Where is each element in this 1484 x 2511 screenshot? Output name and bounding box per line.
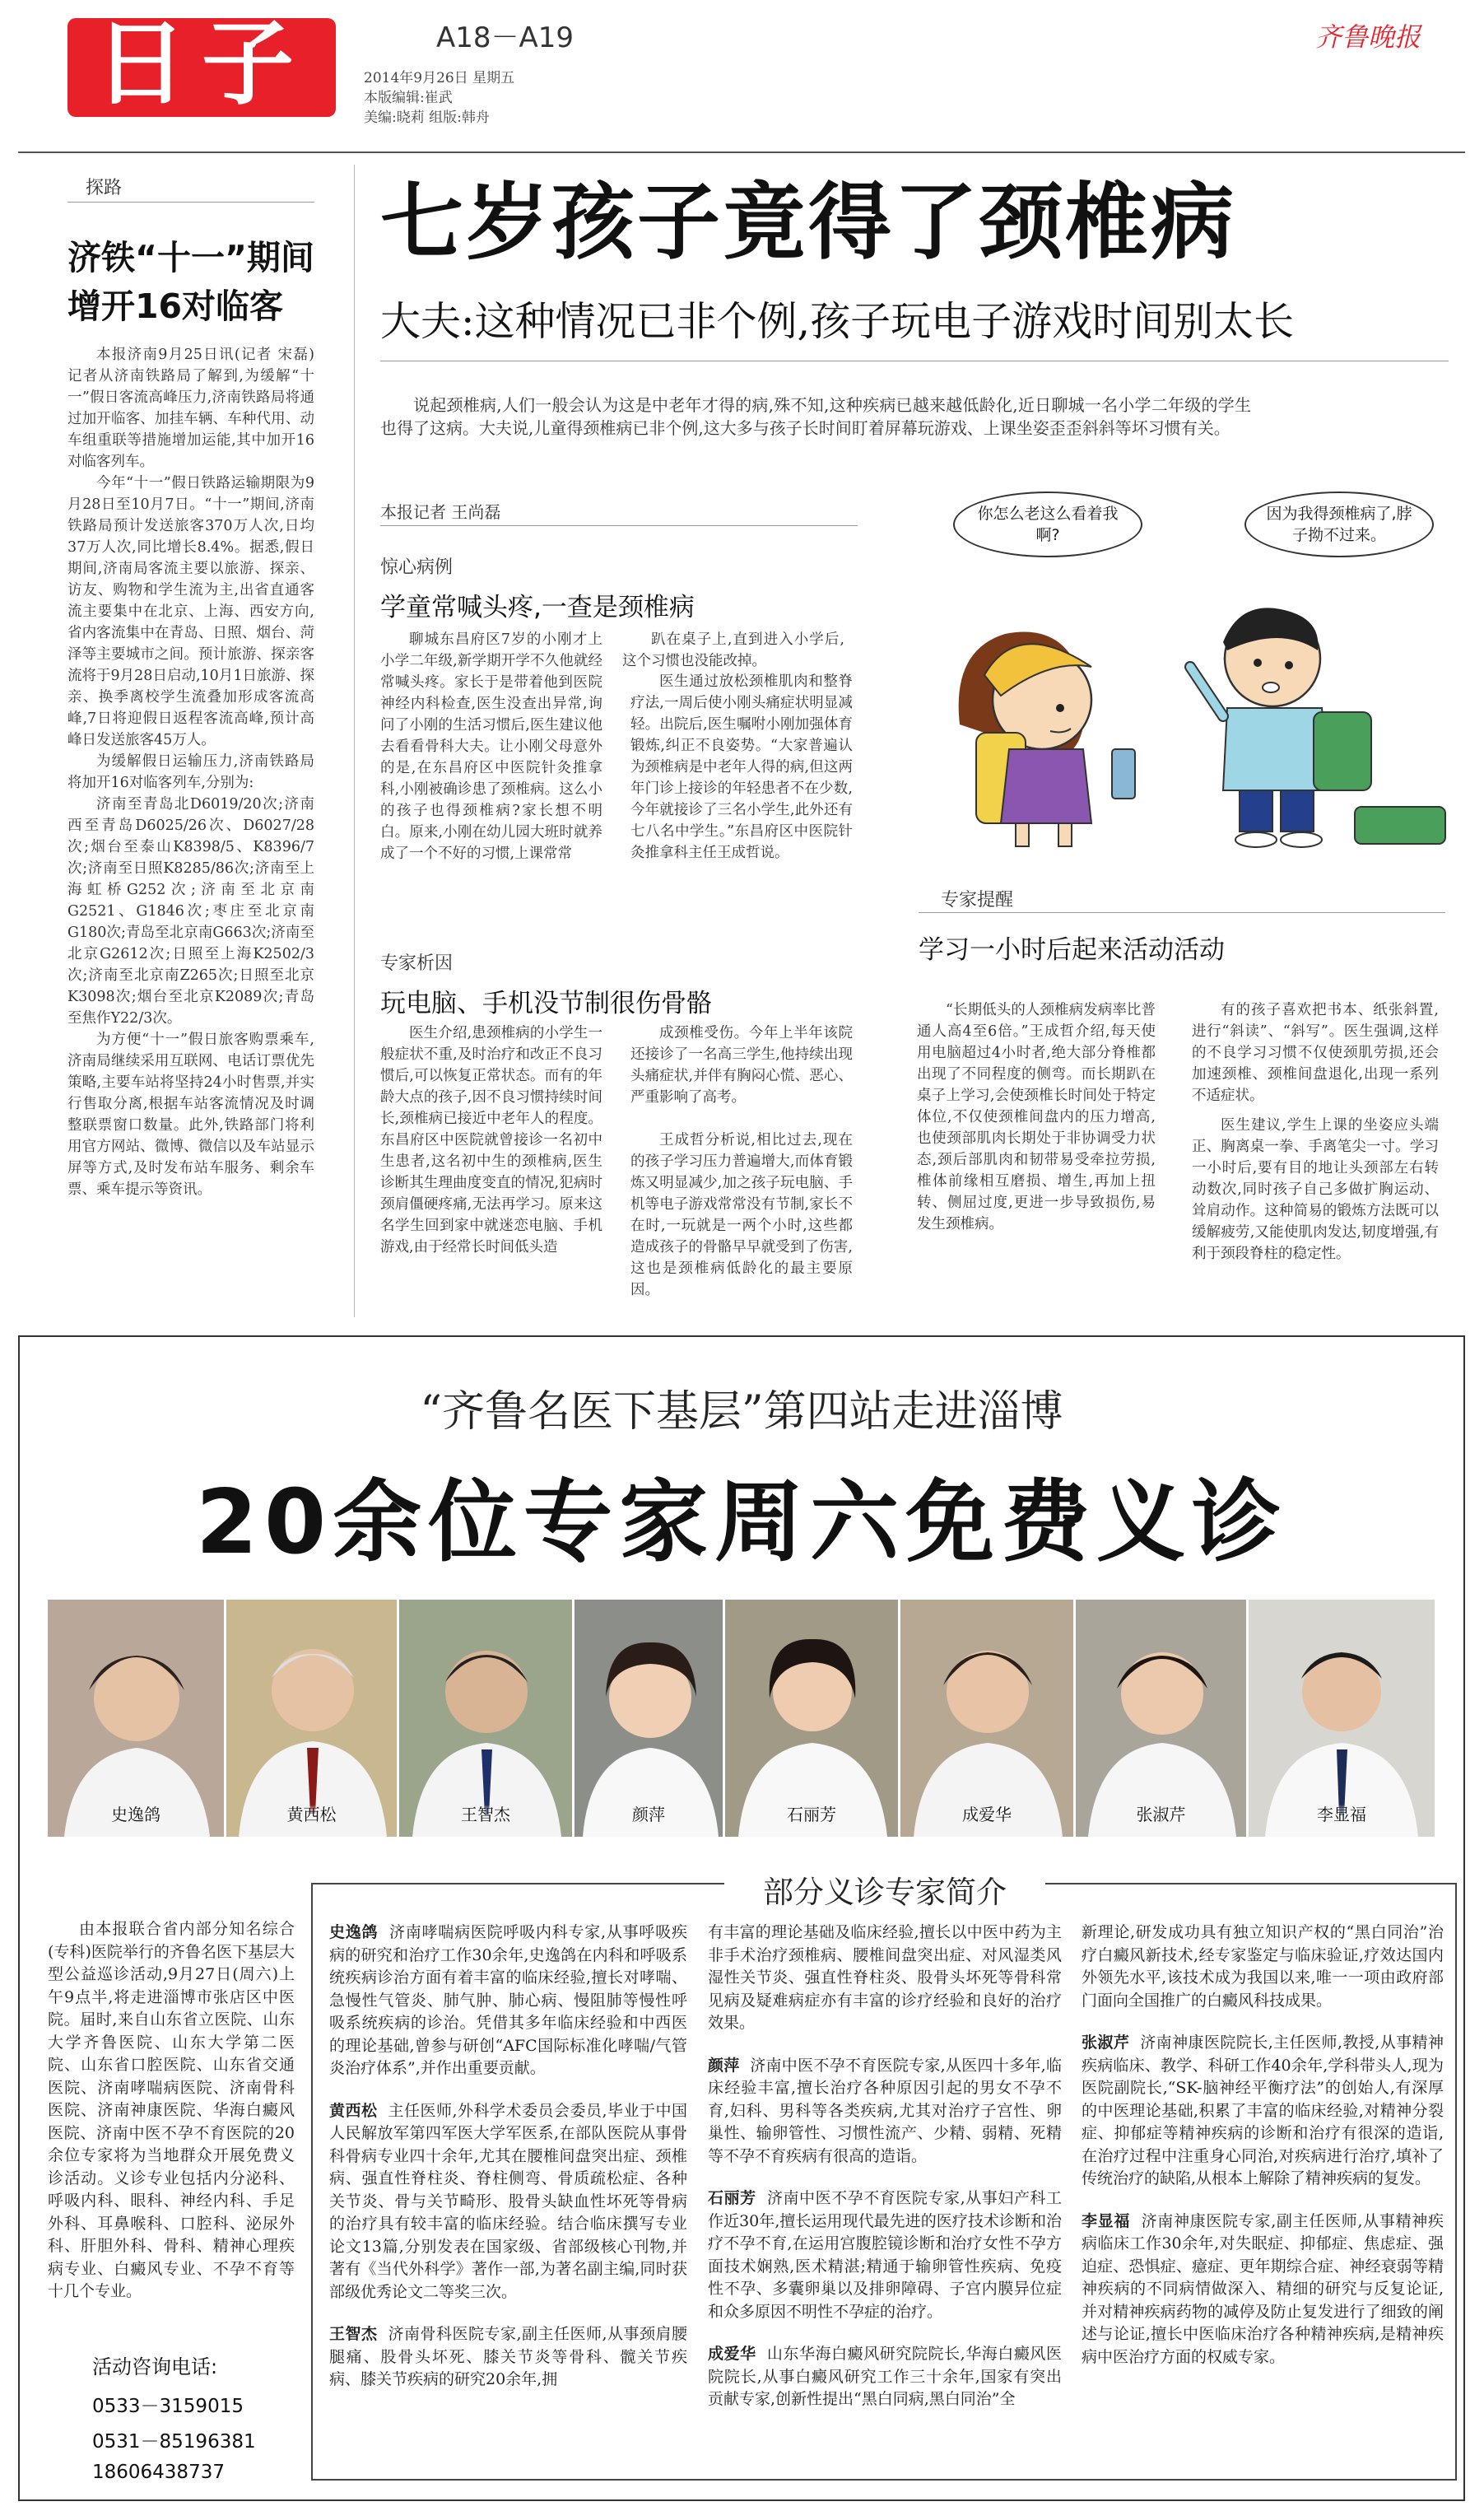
left-para-4: 济南至青岛北D6019/20次;济南西至青岛D6025/26次、D6027/28次;烟台至泰山K8398/5、K8396/7次;济南至日照K8285/86次;济南至上海虹桥G252次;济南至北京南G2521、G1846次;枣庄至北京南G180次;青岛至北京南G663次;济南至北京G2612次;日照至上海K2502/3次;济南至北京南Z265次;日照至北京K3098次;烟台至北京K2089次;青岛至焦作Y22/3次。 <box>67 796 314 1027</box>
speech-bubble-boy: 因为我得颈椎病了,脖子拗不过来。 <box>1244 491 1434 557</box>
s1-kicker: 惊心病例 <box>380 557 454 578</box>
profile-yan <box>708 2055 1062 2169</box>
event-intro: 由本报联合省内部分知名综合(专科)医院举行的齐鲁名医下基层大型公益巡诊活动,9月27日(周六)上午9点半,将走进淄博市张店区中医院。届时,来自山东省立医院、山东大学齐鲁医院、山东大学第二医院、山东省口腔医院、山东省交通医院、济南哮喘病医院、济南骨科医院、济南神康医院、华海白癜风医院、济南中医不孕不育医院的20余位专家将为当地群众开展免费义诊活动。义诊专业包括内分泌科、呼吸内科、眼科、神经内科、手足外科、耳鼻喉科、口腔科、泌尿外科、肝胆外科、骨科、精神心理疾病专业、白癜风专业、不孕不育等十几个专业。 <box>48 1920 295 2300</box>
editor-credit: 本版编辑:崔武 <box>364 90 453 106</box>
byline: 本报记者 王尚磊 <box>380 502 501 522</box>
paper-name: 齐鲁晚报 <box>1315 21 1421 53</box>
profiles-col-3 <box>1082 1922 1444 2473</box>
s3-col-3: 医生建议,学生上课的坐姿应头端正、胸离桌一拳、手离笔尖一寸。学习一小时后,要有目的地让头颈部左右转动数次,同时孩子自己多做扩胸运动、耸肩动作。这种简易的锻炼方法既可以缓解疲劳,又能使肌肉发达,韧度增强,有利于颈段脊柱的稳定性。 <box>1192 1117 1439 1262</box>
phone-3: 18606438737 <box>92 2462 225 2483</box>
contact-label: 活动咨询电话: <box>92 2355 218 2378</box>
doctor-photo-1 <box>48 1600 226 1837</box>
left-para-5: 为方便“十一”假日旅客购票乘车,济南局继续采用互联网、电话订票优先策略,主要车站将坚持24小时售票,并实行售取分离,根据车站客流情况及时调整联票窗口数量。此外,铁路部门将利用官方网站、微博、微信以及车站显示屏等方式,及时发布站车服务、剩余车票、乘车提示等资讯。 <box>67 1032 314 1198</box>
main-deck: 大夫:这种情况已非个例,孩子玩电子游戏时间别太长 <box>380 298 1295 345</box>
profile-zhang <box>1082 2032 1444 2191</box>
cartoon-illustration <box>927 543 1454 856</box>
left-para-3: 为缓解假日运输压力,济南铁路局将加开16对临客列车,分别为: <box>67 753 314 791</box>
profile-huang <box>329 2100 687 2304</box>
s3-kicker: 专家提醒 <box>941 890 1014 911</box>
s2-col-2: 成颈椎受伤。今年上半年该院还接诊了一名高三学生,他持续出现头痛症状,并伴有胸闷心慌、恶心、严重影响了高考。 <box>630 1025 853 1106</box>
doctor-name-8: 李显福 <box>1317 1805 1366 1824</box>
profile-cheng <box>708 2343 1062 2411</box>
profile-name-huang: 黄西松 <box>329 2101 378 2120</box>
s3-col-2: 有的孩子喜欢把书本、纸张斜置,进行“斜读”、“斜写”。医生强调,这样的不良学习习惯不仅使颈肌劳损,还会加速颈椎、颈椎间盘退化,出现一系列不适症状。 <box>1192 1002 1439 1104</box>
profile-name-shi: 史逸鸽 <box>329 1923 379 1941</box>
header-rule <box>18 151 1465 153</box>
left-story-body <box>67 344 314 1316</box>
profile-text-wang: 济南骨科医院专家,副主任医师,从事颈肩腰腿痛、股骨头坏死、膝关节炎等骨科、髋关节疾病、膝关节疾病的研究20余年,拥 <box>329 2325 687 2388</box>
profile-text-wang-cont: 有丰富的理论基础及临床经验,擅长以中医中药为主非手术治疗颈椎病、腰椎间盘突出症、对风湿类风湿性关节炎、强直性脊柱炎、股骨头坏死等骨科常见病及疑难病症亦有丰富的诊疗经验和良好的治疗效果。 <box>708 1923 1062 2032</box>
design-credit: 美编:晓莉 组版:韩舟 <box>364 109 490 126</box>
profile-shili <box>708 2187 1062 2323</box>
s1-title: 学童常喊头疼,一查是颈椎病 <box>380 593 695 622</box>
left-kicker: 探路 <box>86 178 123 198</box>
s3-col-1: “长期低头的人颈椎病发病率比普通人高4至6倍。”王成哲介绍,每天使用电脑超过4小时者,绝大部分脊椎都出现了不同程度的侧弯。而长期趴在桌子上学习,会使颈椎长时间处于特定体位,不仅使颈椎间盘内的压力增高,也使颈部肌肉长期处于非协调受力状态,颈后部肌肉和韧带易受牵拉劳损,椎体前缘相互磨损、增生,再加上扭转、侧屈过度,更进一步导致损伤,易发生颈椎病。 <box>917 1002 1156 1232</box>
event-title: 20余位专家周六免费义诊 <box>195 1471 1288 1574</box>
profile-text-cheng-cont: 新理论,研发成功具有独立知识产权的“黑白同治”治疗白癜风新技术,经专家鉴定与临床验证,疗效达国内外领先水平,该技术成为我国以来,唯一一项由政府部门面向全国推广的白癜风科技成果。 <box>1082 1923 1444 2010</box>
doctor-name-6: 成爱华 <box>962 1805 1012 1824</box>
left-kicker-rule <box>67 202 314 203</box>
byline-rule <box>380 525 858 526</box>
doctor-name-4: 颜萍 <box>632 1805 665 1824</box>
left-column-divider <box>354 165 355 1317</box>
doctor-name-3: 王智杰 <box>461 1805 510 1824</box>
left-para-1: 本报济南9月25日讯(记者 宋磊) 记者从济南铁路局了解到,为缓解“十一”假日客流高峰压力,济南铁路局将通过加开临客、加挂车辆、车种代用、动车组重联等措施增加运能,其中加开16对临客列车。 <box>67 347 314 470</box>
profile-cheng-cont <box>1082 1922 1444 2012</box>
s1-col-3: 医生通过放松颈椎肌肉和整脊疗法,一周后使小刚头痛症状明显减轻。出院后,医生嘱咐小刚加强体育锻炼,纠正不良姿势。“大家普遍认为颈椎病是中老年人得的病,但这两年门诊上接诊的年轻患者不在少数,今年就接诊了三名小学生,此外还有七八名中学生。”东昌府区中医院针灸推拿科主任王成哲说。 <box>630 673 853 861</box>
profile-li <box>1082 2211 1444 2369</box>
phone-1: 0533－3159015 <box>92 2396 244 2417</box>
profile-text-huang: 主任医师,外科学术委员会委员,毕业于中国人民解放军第四军医大学军医系,在部队医院从事骨科骨病专业四十余年,尤其在腰椎间盘突出症、颈椎病、强直性脊柱炎、脊柱侧弯、骨质疏松症、各种关节炎、骨与关节畸形、股骨头缺血性坏死等骨病的治疗具有较丰富的临床经验。结合临床撰写专业论文13篇,分别发表在国家级、省部级核心刊物,并著有《当代外科学》著作一部,为著名副主编,同时获部级优秀论文二等奖三次。 <box>329 2101 687 2301</box>
doctor-photo-6 <box>900 1600 1076 1837</box>
event-subtitle: “齐鲁名医下基层”第四站走进淄博 <box>420 1387 1063 1437</box>
s1-col-2: 趴在桌子上,直到进入小学后,这个习惯也没能改掉。 <box>622 631 844 669</box>
profile-name-zhang: 张淑芹 <box>1082 2033 1130 2052</box>
profile-wang <box>329 2323 687 2392</box>
s3-kicker-rule <box>919 912 1445 913</box>
doctor-photo-8 <box>1249 1600 1435 1837</box>
doctor-photo-7 <box>1076 1600 1249 1837</box>
left-title-1: 济铁“十一”期间 <box>67 238 314 277</box>
main-lead: 说起颈椎病,人们一般会认为这是中老年才得的病,殊不知,这种疾病已越来越低龄化,近日聊城一名小学二年级的学生也得了这病。大夫说,儿童得颈椎病已非个例,这大多与孩子长时间盯着屏幕玩游戏、上课坐姿歪歪斜斜等坏习惯有关。 <box>380 395 1251 438</box>
doctor-photo-4 <box>575 1600 725 1837</box>
profiles-title: 部分义诊专家简介 <box>724 1867 1045 1912</box>
profile-text-shili: 济南中医不孕不育医院专家,从事妇产科工作近30年,擅长运用现代最先进的医疗技术诊断和治疗不孕不育,在运用宫腹腔镜诊断和治疗女性不孕方面技术娴熟,医术精湛;精通于输卵管性疾病、免疫性不孕、多囊卵巢以及排卵障碍、子宫内膜异位症和众多原因不明性不孕症的治疗。 <box>708 2189 1062 2321</box>
left-title-2: 增开16对临客 <box>67 287 284 326</box>
doctor-name-5: 石丽芳 <box>787 1805 836 1824</box>
doctor-name-1: 史逸鸽 <box>111 1805 160 1824</box>
profile-text-yan: 济南中医不孕不育医院专家,从医四十多年,临床经验丰富,擅长治疗各种原因引起的男女不孕不育,妇科、男科等各类疾病,尤其对治疗子宫性、卵巢性、输卵管性、习惯性流产、少精、弱精、死精等不孕不育疾病有很高的造诣。 <box>708 2056 1062 2165</box>
profile-wang-cont <box>708 1922 1062 2035</box>
profile-name-li: 李显福 <box>1082 2211 1131 2230</box>
profile-name-wang: 王智杰 <box>329 2325 378 2343</box>
logo-text: 日子 <box>95 11 309 118</box>
profile-shi <box>329 1922 687 2080</box>
page-numbers: A18－A19 <box>436 21 575 54</box>
profile-name-cheng: 成爱华 <box>708 2345 756 2363</box>
doctor-photo-3 <box>399 1600 575 1837</box>
speech-bubble-girl: 你怎么老这么看着我啊? <box>953 491 1142 557</box>
doctor-photo-5 <box>725 1600 900 1837</box>
profile-text-zhang: 济南神康医院院长,主任医师,教授,从事精神疾病临床、教学、科研工作40余年,学科带头人,现为医院副院长,“SK-脑神经平衡疗法”的创始人,有深厚的中医理论基础,积累了丰富的临床经验,对精神分裂症、抑郁症等精神疾病的诊断和治疗有很深的造诣,在治疗过程中注重身心同治,对疾病进行治疗,填补了传统治疗的缺陷,从根本上解除了精神疾病的复发。 <box>1082 2033 1444 2187</box>
s2-kicker: 专家析因 <box>380 953 454 974</box>
issue-date: 2014年9月26日 星期五 <box>364 70 515 86</box>
s2-col-3: 王成哲分析说,相比过去,现在的孩子学习压力普遍增大,而体育锻炼又明显减少,加之孩子玩电脑、手机等电子游戏常常没有节制,家长不在时,一玩就是一两个小时,这些都造成孩子的骨骼早早就受到了伤害,这也是颈椎病低龄化的最主要原因。 <box>630 1132 853 1298</box>
s2-title: 玩电脑、手机没节制很伤骨骼 <box>380 989 712 1018</box>
phone-2: 0531－85196381 <box>92 2431 256 2453</box>
s2-col-1: 医生介绍,患颈椎病的小学生一般症状不重,及时治疗和改正不良习惯后,可以恢复正常状态。而有的年龄大点的孩子,因不良习惯持续时间长,颈椎病已接近中老年人的程度。东昌府区中医院就曾接诊一名初中生患者,这名初中生的颈椎病,医生诊断其生理曲度变直的情况,犯病时颈肩僵硬疼痛,无法再学习。原来这名学生回到家中就迷恋电脑、手机游戏,由于经常长时间低头造 <box>380 1025 602 1256</box>
profile-name-yan: 颜萍 <box>708 2056 740 2075</box>
left-para-2: 今年“十一”假日铁路运输期限为9月28日至10月7日。“十一”期间,济南铁路局预计发送旅客370万人次,日均37万人次,同比增长8.4%。据悉,假日期间,济南局客流主要以旅游、探亲、访友、购物和学生流为主,出省直通客流主要集中在北京、上海、西安方向,省内客流集中在青岛、日照、烟台、菏泽等主要城市之间。预计旅游、探亲客流将于9月28日启动,10月1日旅游、探亲、换季离校学生流叠加形成客流高峰,7日将迎假日返程客流高峰,预计高峰日发送旅客45万人。 <box>67 475 314 748</box>
profile-text-li: 济南神康医院专家,副主任医师,从事精神疾病临床工作30余年,对失眠症、抑郁症、焦虑症、强迫症、恐惧症、癔症、更年期综合症、神经衰弱等精神疾病的不同病情做深入、精细的研究与反复论证,并对精神疾病药物的减停及防止复发进行了细致的阐述与论证,擅长中医临床治疗各种精神疾病,是精神疾病中医治疗方面的权威专家。 <box>1082 2211 1444 2366</box>
profile-text-cheng: 山东华海白癜风研究院院长,华海白癜风医院院长,从事白癜风研究工作三十余年,国家有突出贡献专家,创新性提出“黑白同病,黑白同治”全 <box>708 2345 1062 2408</box>
profiles-col-1 <box>329 1922 687 2473</box>
doctor-name-7: 张淑芹 <box>1136 1805 1186 1824</box>
profiles-col-2 <box>708 1922 1062 2473</box>
profile-name-shili: 石丽芳 <box>708 2189 756 2207</box>
doctor-photo-2 <box>226 1600 399 1837</box>
doctor-name-2: 黄西松 <box>286 1805 337 1824</box>
s1-col-1: 聊城东昌府区7岁的小刚才上小学二年级,新学期开学不久他就经常喊头疼。家长于是带着他到医院神经内科检查,医生没查出异常,询问了小刚的生活习惯后,医生建议他去看看骨科大夫。让小刚父母意外的是,在东昌府区中医院针灸推拿科,小刚被确诊患了颈椎病。这么小的孩子也得颈椎病?家长想不明白。原来,小刚在幼儿园大班时就养成了一个不好的习惯,上课常常 <box>380 631 602 862</box>
s3-title: 学习一小时后起来活动活动 <box>919 935 1225 965</box>
profile-text-shi: 济南哮喘病医院呼吸内科专家,从事呼吸疾病的研究和治疗工作30余年,史逸鸽在内科和呼吸系统疾病诊治方面有着丰富的临床经验,擅长对哮喘、急慢性气管炎、肺气肿、肺心病、慢阻肺等慢性呼吸系统疾病的诊治。凭借其多年临床经验和中西医的理论基础,曾参与研创“AFC国际标准化哮喘/气管炎治疗体系”,并作出重要贡献。 <box>329 1923 687 2077</box>
main-headline: 七岁孩子竟得了颈椎病 <box>380 174 1237 271</box>
